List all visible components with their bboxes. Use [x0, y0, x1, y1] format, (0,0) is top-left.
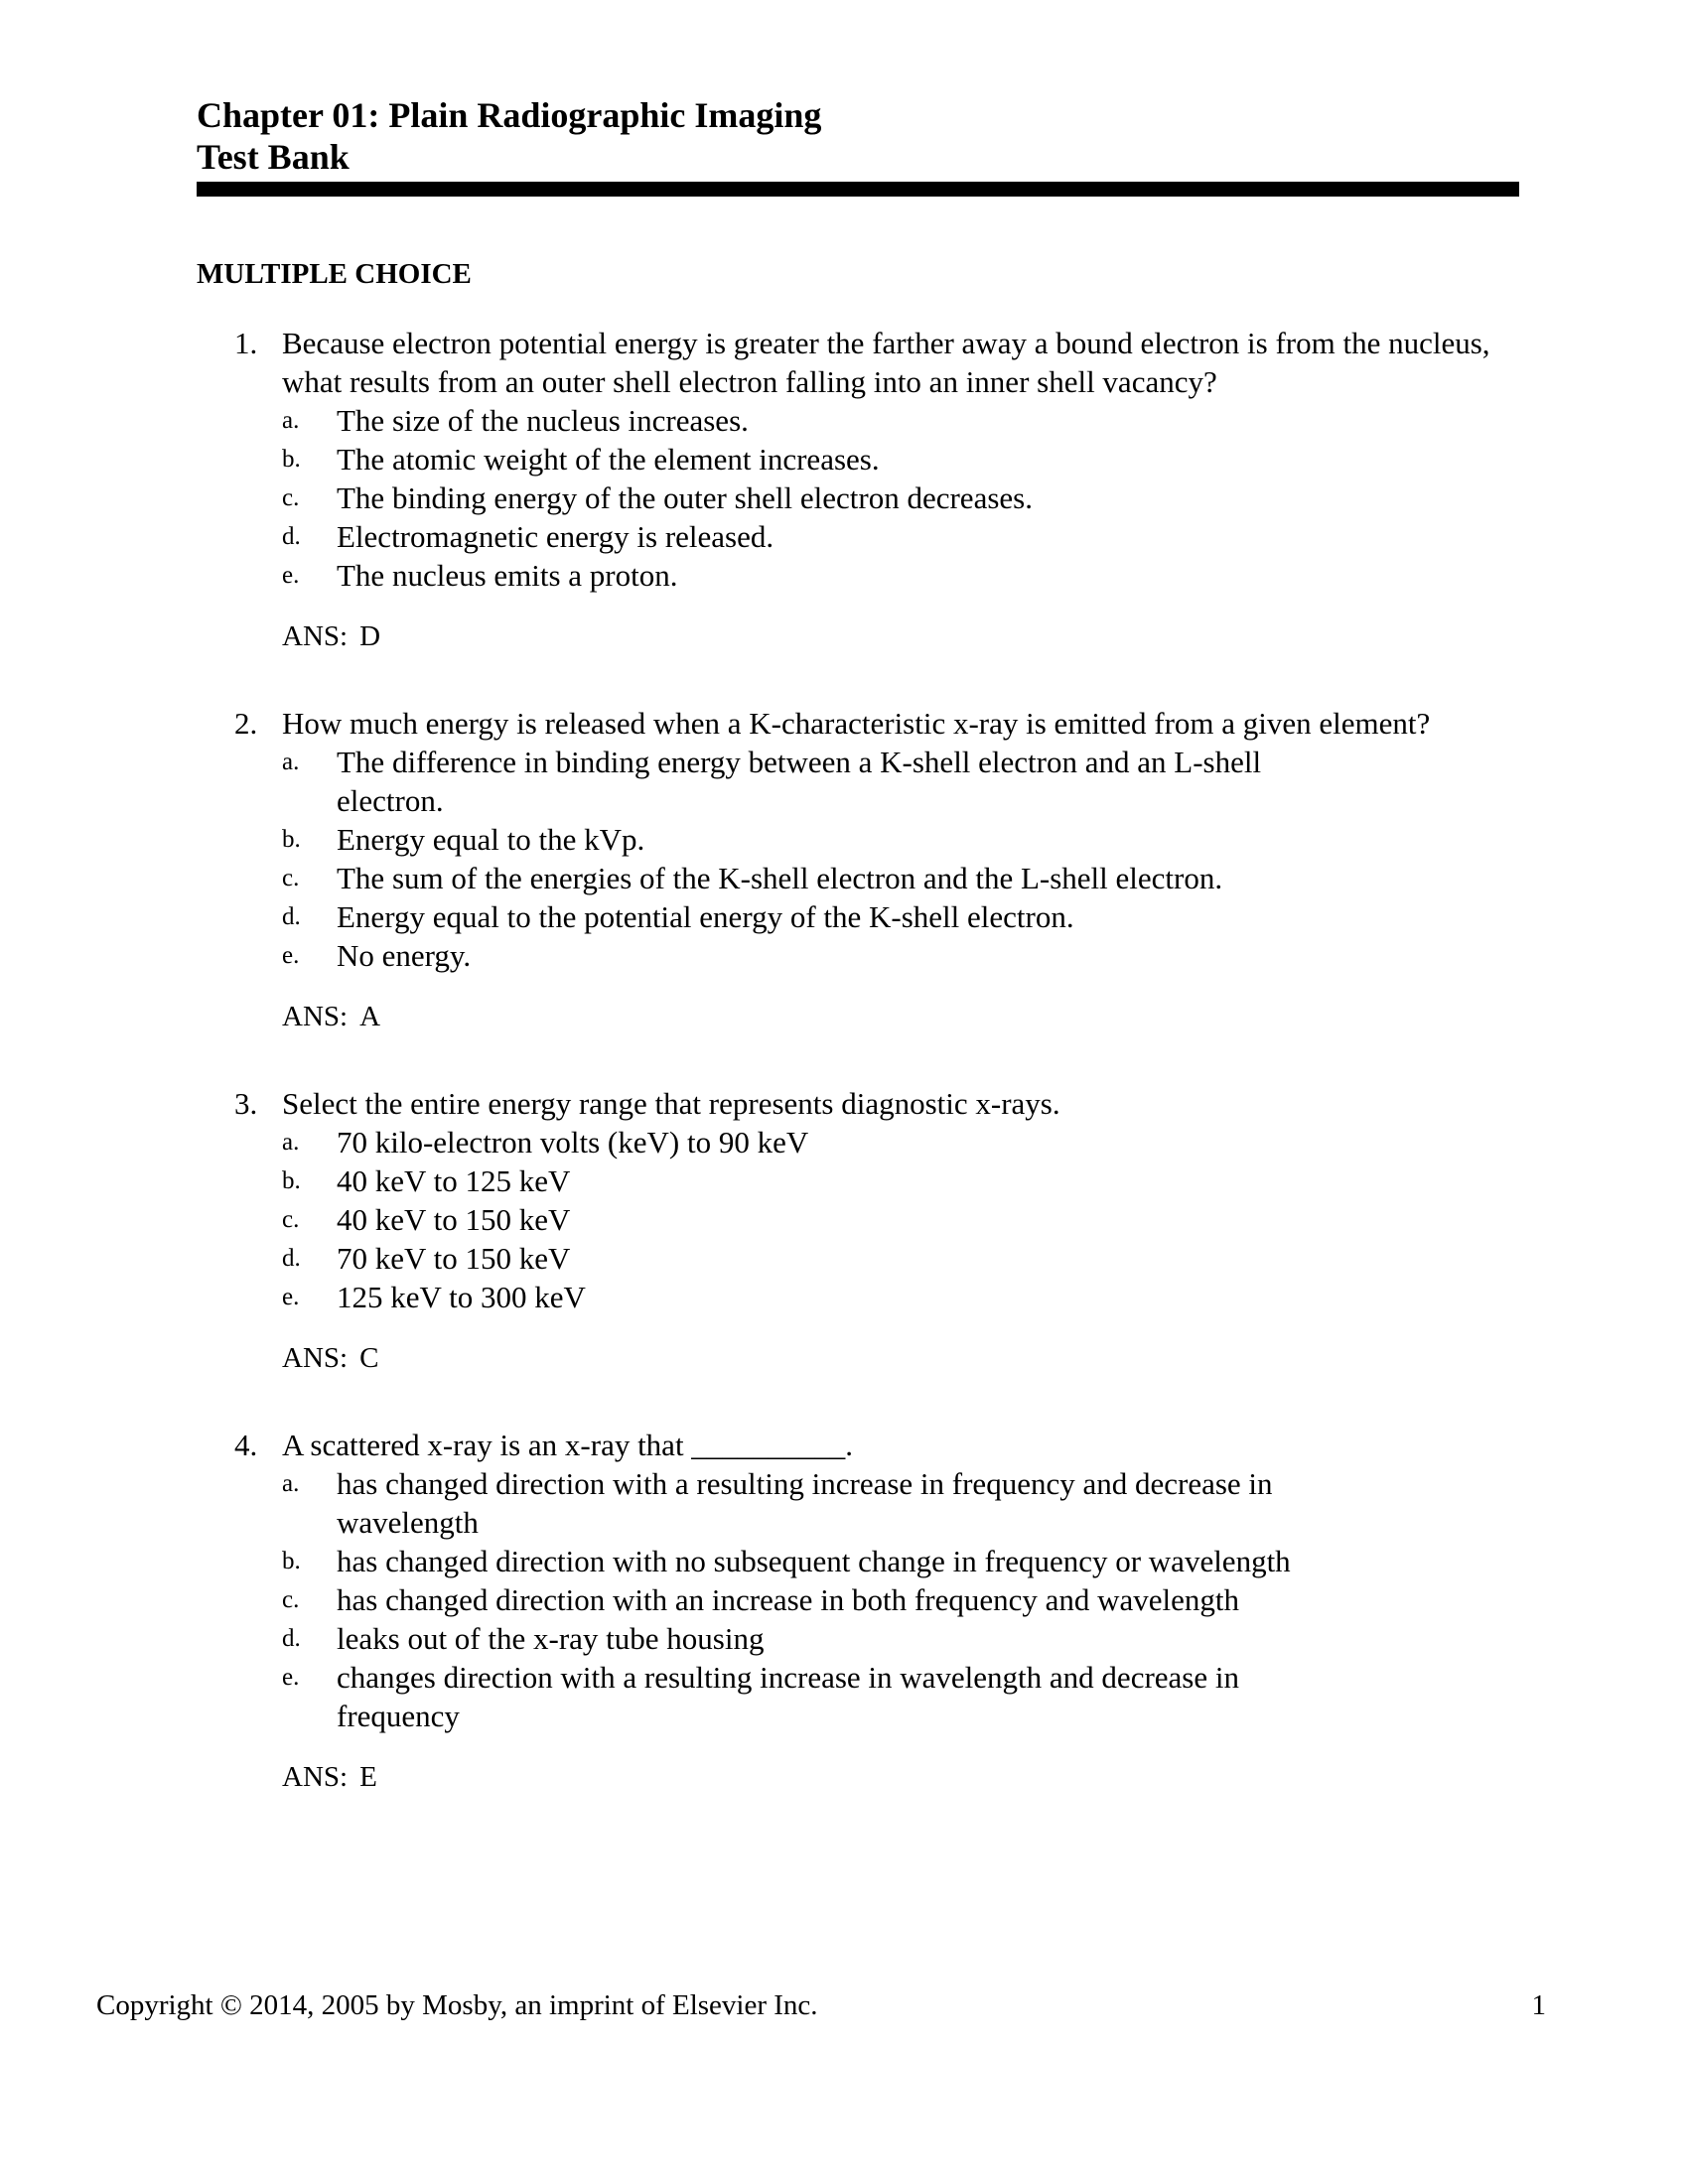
- answer-line: [282, 1758, 1527, 1797]
- option-list: [282, 743, 1527, 975]
- option-text: The binding energy of the outer shell electron decreases.: [337, 480, 1033, 515]
- option-text: Energy equal to the potential energy of the K-shell electron.: [337, 899, 1074, 934]
- question-number: 4.: [234, 1428, 258, 1462]
- option-letter: b.: [282, 826, 301, 853]
- question-4: [197, 1426, 1527, 1797]
- option-c: [282, 859, 1374, 897]
- page-number: 1: [1531, 1989, 1546, 2021]
- option-a: [282, 1123, 1374, 1161]
- option-e: [282, 556, 1374, 595]
- option-a: [282, 401, 1374, 440]
- question-number: 1.: [234, 326, 258, 360]
- option-text: The sum of the energies of the K-shell electron and the L-shell electron.: [337, 861, 1223, 895]
- option-text: 40 keV to 150 keV: [337, 1202, 571, 1237]
- option-letter: e.: [282, 1664, 300, 1691]
- option-text: 70 keV to 150 keV: [337, 1241, 571, 1276]
- option-e: [282, 1658, 1374, 1735]
- answer-value: E: [359, 1761, 377, 1793]
- option-letter: e.: [282, 1284, 300, 1310]
- option-letter: c.: [282, 865, 300, 891]
- question-2: [197, 704, 1527, 1036]
- question-number: 2.: [234, 706, 258, 741]
- option-letter: a.: [282, 407, 300, 434]
- option-list: [282, 1464, 1527, 1735]
- option-text: The atomic weight of the element increases.: [337, 442, 880, 477]
- answer-line: [282, 998, 1527, 1036]
- option-letter: c.: [282, 1586, 300, 1613]
- answer-label: ANS:: [282, 1342, 349, 1374]
- answer-label: ANS:: [282, 1001, 349, 1032]
- answer-value: C: [359, 1342, 379, 1374]
- option-text: The nucleus emits a proton.: [337, 558, 678, 593]
- option-letter: d.: [282, 1245, 301, 1272]
- option-letter: a.: [282, 749, 300, 775]
- option-letter: d.: [282, 903, 301, 930]
- option-letter: a.: [282, 1470, 300, 1497]
- page-footer: [96, 1987, 1546, 2023]
- option-d: [282, 1619, 1374, 1658]
- option-d: [282, 897, 1374, 936]
- option-d: [282, 1239, 1374, 1278]
- option-a: [282, 1464, 1374, 1542]
- option-a: [282, 743, 1374, 820]
- question-number: 3.: [234, 1086, 258, 1121]
- option-letter: a.: [282, 1129, 300, 1156]
- option-letter: c.: [282, 484, 300, 511]
- option-text: 70 kilo-electron volts (keV) to 90 keV: [337, 1125, 809, 1160]
- option-text: 40 keV to 125 keV: [337, 1163, 571, 1198]
- question-1: [197, 324, 1527, 656]
- option-d: [282, 517, 1374, 556]
- answer-label: ANS:: [282, 620, 349, 652]
- option-c: [282, 478, 1374, 517]
- chapter-title: Chapter 01: Plain Radiographic Imaging: [197, 95, 822, 135]
- option-e: [282, 936, 1374, 975]
- answer-label: ANS:: [282, 1761, 349, 1793]
- option-c: [282, 1200, 1374, 1239]
- question-stem: A scattered x-ray is an x-ray that __________.: [282, 1428, 854, 1462]
- option-e: [282, 1278, 1374, 1316]
- option-letter: d.: [282, 523, 301, 550]
- option-letter: e.: [282, 562, 300, 589]
- option-b: [282, 440, 1374, 478]
- option-text: Electromagnetic energy is released.: [337, 519, 774, 554]
- option-letter: b.: [282, 1167, 301, 1194]
- option-letter: c.: [282, 1206, 300, 1233]
- option-letter: b.: [282, 1548, 301, 1574]
- option-letter: b.: [282, 446, 301, 473]
- option-text: 125 keV to 300 keV: [337, 1280, 586, 1314]
- question-stem: Select the entire energy range that represents diagnostic x-rays.: [282, 1086, 1060, 1121]
- answer-value: D: [359, 620, 381, 652]
- option-text: has changed direction with an increase in both frequency and wavelength: [337, 1582, 1239, 1617]
- document-header: [197, 94, 1519, 178]
- option-b: [282, 1161, 1374, 1200]
- question-stem: How much energy is released when a K-characteristic x-ray is emitted from a given element?: [282, 706, 1431, 741]
- option-list: [282, 1123, 1527, 1316]
- option-text: No energy.: [337, 938, 472, 973]
- option-letter: e.: [282, 942, 300, 969]
- option-text: The size of the nucleus increases.: [337, 403, 749, 438]
- option-b: [282, 820, 1374, 859]
- option-b: [282, 1542, 1374, 1580]
- section-heading: MULTIPLE CHOICE: [197, 258, 472, 290]
- question-list: [197, 324, 1527, 1844]
- option-letter: d.: [282, 1625, 301, 1652]
- answer-line: [282, 617, 1527, 656]
- option-c: [282, 1580, 1374, 1619]
- question-stem: Because electron potential energy is greater the farther away a bound electron is from the nucleus, what results from an outer shell electron falling into an inner shell vacancy?: [282, 326, 1490, 399]
- option-text: Energy equal to the kVp.: [337, 822, 645, 857]
- question-3: [197, 1084, 1527, 1378]
- option-text: changes direction with a resulting increase in wavelength and decrease in frequency: [337, 1660, 1239, 1733]
- option-text: has changed direction with a resulting increase in frequency and decrease in wavelength: [337, 1466, 1273, 1540]
- option-text: leaks out of the x-ray tube housing: [337, 1621, 765, 1656]
- title-rule: [197, 182, 1519, 197]
- option-text: has changed direction with no subsequent change in frequency or wavelength: [337, 1544, 1291, 1578]
- answer-value: A: [359, 1001, 381, 1032]
- option-list: [282, 401, 1527, 595]
- option-text: The difference in binding energy between a K-shell electron and an L-shell electron.: [337, 745, 1262, 818]
- copyright-notice: Copyright © 2014, 2005 by Mosby, an imprint of Elsevier Inc.: [96, 1989, 818, 2021]
- answer-line: [282, 1339, 1527, 1378]
- document-subtitle: Test Bank: [197, 137, 350, 177]
